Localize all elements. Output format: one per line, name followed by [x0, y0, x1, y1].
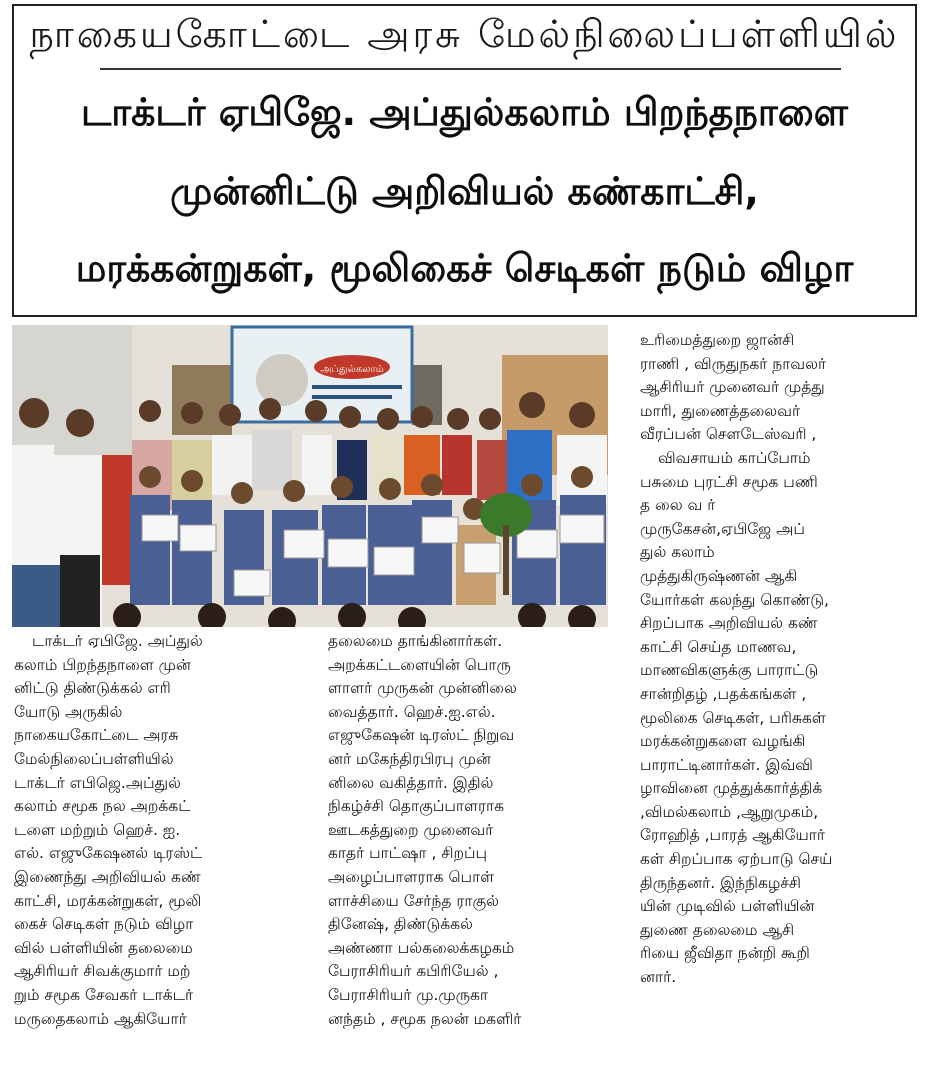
banner-text: அப்துல்கலாம் — [320, 364, 384, 375]
text-line: ஆசிரியர் சிவக்குமார் மற் — [14, 962, 191, 981]
text-line: த லை வ ர் — [640, 496, 716, 515]
text-line: பசுமை புரட்சி சமூக பணி — [640, 472, 818, 491]
text-line: ,விமல்கலாம் ,ஆறுமுகம், — [640, 802, 819, 821]
headline-box — [12, 4, 917, 317]
text-line: பாராட்டினார்கள். இவ்வி — [640, 755, 813, 774]
text-line: பேராசிரியர் கபிரியேல் , — [328, 962, 499, 981]
text-line: டாக்டர் ஏபிஜே. அப்துல் — [32, 632, 203, 650]
text-line: கைச் செடிகள் நடும் விழா — [14, 915, 194, 934]
text-line: மேல்நிலைப்பள்ளியில் — [14, 749, 174, 768]
text-line: காட்சி செய்த மாணவ, — [640, 637, 797, 656]
text-line: வீரப்பன் சௌடேஸ்வரி , — [640, 425, 817, 444]
text-line: யின் முடிவில் பள்ளியின் — [640, 897, 815, 916]
text-line: காதர் பாட்ஷா , சிறப்பு — [328, 844, 488, 863]
text-line: கலாம் சமூக நல அறக்கட் — [14, 797, 191, 816]
text-line: சான்றிதழ் ,பதக்கங்கள் , — [640, 684, 807, 703]
text-line: னர் மகேந்திரபிரபு முன் — [328, 749, 491, 768]
text-line: தினேஷ், திண்டுக்கல் — [328, 915, 473, 934]
kicker-underline — [100, 68, 841, 70]
text-line: நாகையகோட்டை அரசு — [14, 726, 179, 745]
text-line: துணை தலைமை ஆசி — [640, 920, 795, 939]
article-column-3 — [640, 329, 924, 990]
text-line: மூலிகை செடிகள், பரிசுகள் — [640, 708, 826, 727]
article-column-1 — [14, 630, 314, 1031]
text-line: ழாவினை முத்துக்கார்த்திக் — [640, 779, 823, 798]
text-line: மாரி, துணைத்தலைவர் — [640, 401, 801, 420]
text-line: மாணவிகளுக்கு பாராட்டு — [640, 661, 819, 680]
text-line: எஜுகேஷன் டிரஸ்ட் நிறுவ — [328, 726, 515, 745]
text-line: கள் சிறப்பாக ஏற்பாடு செய் — [640, 850, 833, 869]
text-line: மரக்கன்றுகளை வழங்கி — [640, 732, 806, 751]
text-line: ளாச்சியை சேர்ந்த ராகுல் — [328, 891, 499, 910]
headline-line-1: டாக்டர் ஏபிஜே. அப்துல்கலாம் பிறந்தநாளை — [81, 90, 848, 134]
text-line: யோடு அருகில் — [14, 702, 123, 721]
text-line: னிலை வகித்தார். இதில் — [328, 773, 494, 792]
text-line: ராணி , விருதுநகர் நாவலர் — [640, 354, 827, 373]
text-line: அண்ணா பல்கலைக்கழகம் — [328, 938, 515, 957]
headline-kicker: நாகையகோட்டை அரசு மேல்நிலைப்பள்ளியில் — [29, 12, 900, 56]
event-photo — [12, 325, 608, 627]
headline-line-3: மரக்கன்றுகள், மூலிகைச் செடிகள் நடும் விழா — [75, 246, 854, 290]
text-line: டளை மற்றும் ஹெச். ஐ. — [14, 820, 181, 839]
text-line: சிறப்பாக அறிவியல் கண் — [640, 614, 818, 633]
text-line: டாக்டர் எபிஜெ.அப்துல் — [14, 773, 181, 792]
text-line: பேராசிரியர் மு.முருகா — [328, 985, 488, 1004]
text-line: கலாம் பிறந்தநாளை முன் — [14, 655, 191, 674]
headline-line-2: முன்னிட்டு அறிவியல் கண்காட்சி, — [170, 169, 759, 213]
text-line: எல். எஜுகேஷனல் டிரஸ்ட் — [14, 844, 203, 863]
text-line: முருகேசன்,ஏபிஜே அப் — [640, 519, 805, 538]
text-line: ரோஹித் ,பாரத் ஆகியோர் — [640, 826, 826, 845]
text-line: அறக்கட்டளையின் பொரு — [328, 655, 511, 674]
text-line: யோர்கள் கலந்து கொண்டு, — [640, 590, 829, 609]
text-line: ரியை ஜீவிதா நன்றி கூறி — [640, 944, 810, 963]
text-line: உரிமைத்துறை ஜான்சி — [640, 331, 795, 349]
text-line: னந்தம் , சமூக நலன் மகளிர் — [328, 1009, 522, 1028]
text-line: திருந்தனர். இந்நிகழச்சி — [640, 873, 802, 892]
text-line: இணைந்து அறிவியல் கண் — [14, 867, 201, 886]
text-line: ஊடகத்துறை முனைவர் — [328, 820, 494, 839]
text-line: வைத்தார். ஹெச்.ஐ.எல். — [328, 702, 496, 721]
text-line: காட்சி, மரக்கன்றுகள், மூலி — [14, 891, 202, 910]
text-line: வில் பள்ளியின் தலைமை — [14, 938, 193, 957]
text-line: நிகழ்ச்சி தொகுப்பாளராக — [328, 797, 504, 816]
text-line: முத்துகிருஷ்ணன் ஆகி — [640, 566, 798, 585]
text-line: மருதைகலாம் ஆகியோர் — [14, 1009, 187, 1028]
article-column-2 — [328, 630, 620, 1031]
text-line: னார். — [640, 968, 677, 987]
text-line: றும் சமூக சேவகர் டாக்டர் — [14, 985, 194, 1004]
text-line: துல் கலாம் — [640, 543, 715, 562]
text-line: விவசாயம் காப்போம் — [658, 448, 811, 467]
text-line: னிட்டு திண்டுக்கல் எரி — [14, 679, 171, 698]
text-line: அழைப்பாளராக பொள் — [328, 867, 495, 886]
text-line: ளாளர் முருகன் முன்னிலை — [328, 679, 517, 698]
text-line: ஆசிரியர் முனைவர் முத்து — [640, 378, 825, 397]
text-line: தலைமை தாங்கினார்கள். — [328, 632, 503, 650]
